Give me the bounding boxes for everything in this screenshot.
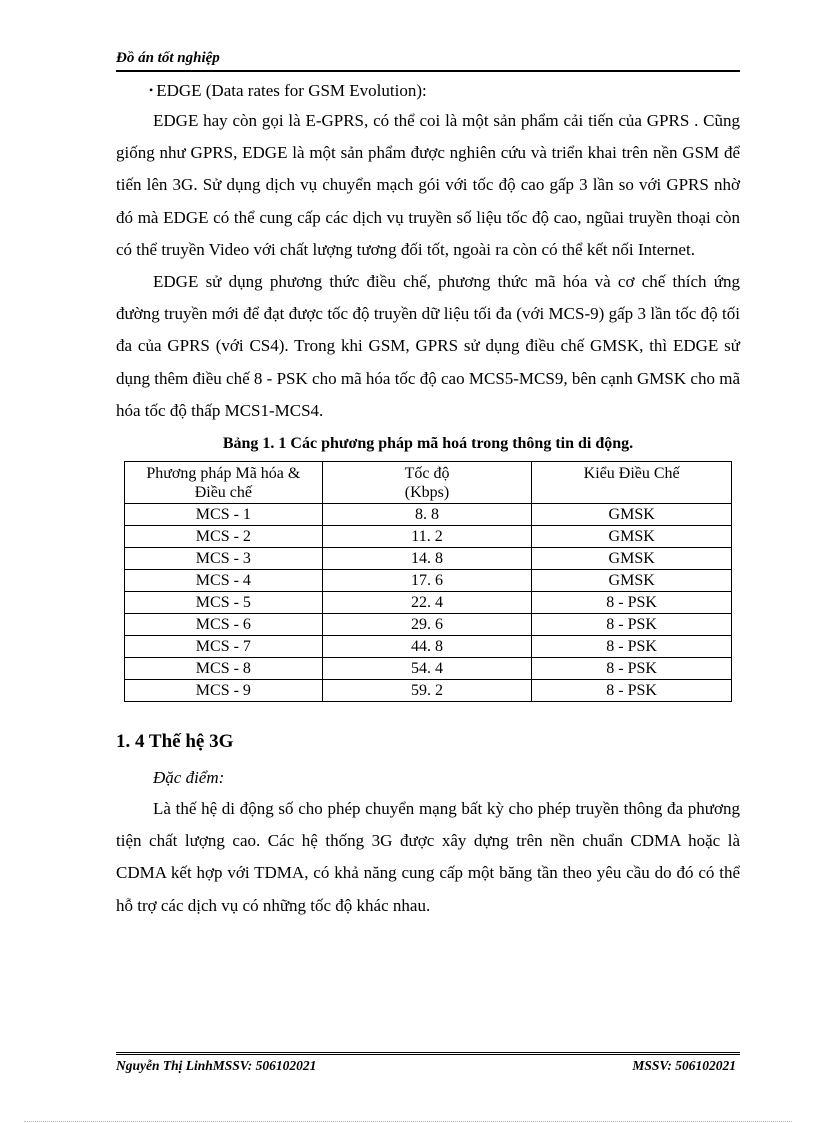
cell-scheme: MCS - 9 (125, 680, 323, 702)
paragraph-edge-intro: EDGE hay còn gọi là E-GPRS, có thể coi là một sản phẩm cải tiến của GPRS . Cũng giống như GPRS, EDGE là một sản phẩm được nghiên cứu và triển khai trên nền GSM để tiến lên 3G. Sử dụng dịch vụ chuyển mạch gói với tốc độ cao gấp 3 lần so với GPRS nhờ đó mà EDGE có thể cung cấp các dịch vụ truyền số liệu tốc độ cao, ngũai truyền thoại còn có thể truyền Video với chất lượng tương đối tốt, ngoài ra còn có thể kết nối Internet. (116, 111, 740, 259)
cell-scheme: MCS - 1 (125, 504, 323, 526)
header-rate-line1: Tốc độ (404, 465, 450, 483)
table-row (125, 548, 732, 570)
cell-modulation: 8 - PSK (532, 636, 732, 658)
header-coding-method (125, 462, 323, 504)
table-row (125, 592, 732, 614)
header-modulation-line1: Kiểu Điều Chế (583, 465, 680, 483)
cell-modulation: 8 - PSK (532, 658, 732, 680)
cell-scheme: MCS - 3 (125, 548, 323, 570)
table-row (125, 614, 732, 636)
cell-rate: 14. 8 (322, 548, 532, 570)
section-heading: 1. 4 Thế hệ 3G (116, 731, 234, 753)
header-modulation (532, 462, 732, 504)
table-row (125, 504, 732, 526)
header-coding-method-line1: Phương pháp Mã hóa & (146, 465, 301, 483)
cell-rate: 59. 2 (322, 680, 532, 702)
cell-rate: 44. 8 (322, 636, 532, 658)
cell-modulation: GMSK (532, 548, 732, 570)
footer-author: Nguyễn Thị LinhMSSV: 506102021 (116, 1058, 317, 1073)
cell-modulation: GMSK (532, 570, 732, 592)
cell-rate: 22. 4 (322, 592, 532, 614)
table-row (125, 680, 732, 702)
paragraph-3g: Là thế hệ di động số cho phép chuyển mạng bất kỳ cho phép truyền thông đa phương tiện chất lượng cao. Các hệ thống 3G được xây dựng trên nền chuẩn CDMA hoặc là CDMA kết hợp với TDMA, có khả năng cung cấp một băng tần theo yêu cầu do đó có thể hỗ trợ các dịch vụ có những tốc độ khác nhau. (116, 799, 740, 915)
bullet-icon: • (149, 83, 154, 97)
cell-modulation: GMSK (532, 526, 732, 548)
cell-scheme: MCS - 2 (125, 526, 323, 548)
cell-modulation: 8 - PSK (532, 614, 732, 636)
cell-scheme: MCS - 6 (125, 614, 323, 636)
subheading: Đặc điểm: (153, 768, 225, 788)
page-header (116, 48, 740, 72)
header-rate-line2: (Kbps) (404, 484, 450, 502)
cell-scheme: MCS - 4 (125, 570, 323, 592)
table-header-row (125, 462, 732, 504)
header-rate (322, 462, 532, 504)
paragraph-edge-modulation: EDGE sử dụng phương thức điều chế, phương thức mã hóa và cơ chế thích ứng đường truyền mới để đạt được tốc độ truyền dữ liệu tối đa (với MCS-9) gấp 3 lần tốc độ tối đa của GPRS (với CS4). Trong khi GSM, GPRS sử dụng điều chế GMSK, thì EDGE sử dụng thêm điều chế 8 - PSK cho mã hóa tốc độ cao MCS5-MCS9, bên cạnh GMSK cho mã hóa tốc độ thấp MCS1-MCS4. (116, 272, 740, 420)
cell-rate: 8. 8 (322, 504, 532, 526)
header-coding-method-line2: Điều chế (194, 484, 253, 502)
bullet-text: EDGE (Data rates for GSM Evolution): (156, 81, 427, 100)
page-edge (24, 1121, 792, 1122)
cell-modulation: GMSK (532, 504, 732, 526)
footer-student-id: MSSV: 506102021 (632, 1058, 736, 1073)
cell-modulation: 8 - PSK (532, 680, 732, 702)
bullet-item (116, 76, 740, 105)
table-row (125, 526, 732, 548)
cell-rate: 11. 2 (322, 526, 532, 548)
cell-modulation: 8 - PSK (532, 592, 732, 614)
table-row (125, 570, 732, 592)
cell-rate: 54. 4 (322, 658, 532, 680)
cell-scheme: MCS - 5 (125, 592, 323, 614)
cell-scheme: MCS - 7 (125, 636, 323, 658)
table-row (125, 658, 732, 680)
table-caption: Bảng 1. 1 Các phương pháp mã hoá trong thông tin di động. (222, 435, 634, 453)
page-content (116, 76, 740, 922)
header-title: Đồ án tốt nghiệp (116, 50, 220, 66)
coding-schemes-table (124, 461, 732, 702)
cell-rate: 29. 6 (322, 614, 532, 636)
footer-divider (116, 1052, 740, 1055)
cell-rate: 17. 6 (322, 570, 532, 592)
table-row (125, 636, 732, 658)
cell-scheme: MCS - 8 (125, 658, 323, 680)
